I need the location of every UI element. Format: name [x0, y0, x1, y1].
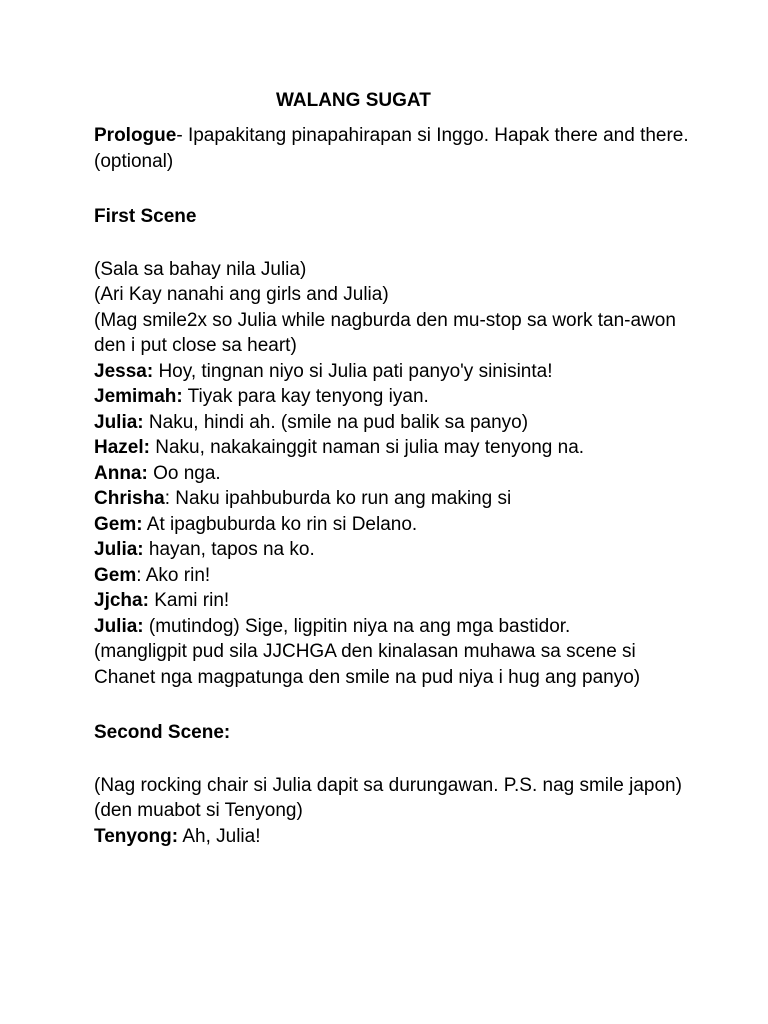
- stage-direction: (Nag rocking chair si Julia dapit sa durungawan. P.S. nag smile japon): [94, 774, 682, 796]
- dialogue-text: : Naku ipahbuburda ko run ang making si: [164, 488, 512, 509]
- dialogue-line: [94, 410, 694, 436]
- dialogue-text: Kami rin!: [148, 590, 230, 611]
- first-scene-heading: First Scene: [94, 206, 197, 227]
- document-title: WALANG SUGAT: [276, 90, 431, 111]
- stage-direction: (Sala sa bahay nila Julia): [94, 258, 307, 280]
- first-scene-body: [94, 257, 694, 691]
- speaker-name: Jjcha:: [94, 590, 149, 611]
- dialogue-line: [94, 486, 694, 512]
- dialogue-text: Naku, hindi ah. (smile na pud balik sa panyo): [143, 411, 529, 433]
- dialogue-text: Naku, nakakainggit naman si julia may tenyong na.: [149, 437, 585, 458]
- speaker-name: Chrisha: [94, 488, 165, 509]
- speaker-name: Gem:: [94, 513, 143, 535]
- stage-direction: (Ari Kay nanahi ang girls and Julia): [94, 284, 389, 305]
- dialogue-text: : Ako rin!: [136, 564, 211, 586]
- stage-direction: (Mag smile2x so Julia while nagburda den mu-stop sa work tan-awon den i put close sa heart): [94, 309, 676, 356]
- speaker-name: Julia:: [94, 615, 144, 637]
- dialogue-text: Ah, Julia!: [178, 825, 261, 847]
- stage-direction: (mangligpit pud sila JJCHGA den kinalasan muhawa sa scene si Chanet nga magpatunga den smile na pud niya i hug ang panyo): [94, 641, 641, 688]
- dialogue-text: Oo nga.: [147, 462, 221, 484]
- dialogue-text: Tiyak para kay tenyong iyan.: [182, 386, 429, 407]
- stage-direction: (den muabot si Tenyong): [94, 800, 303, 821]
- dialogue-line: [94, 384, 694, 410]
- dialogue-text: Hoy, tingnan niyo si Julia pati panyo'y sinisinta!: [153, 360, 553, 382]
- dialogue-text: (mutindog) Sige, ligpitin niya na ang mga bastidor.: [143, 615, 571, 637]
- dialogue-line: [94, 537, 694, 563]
- speaker-name: Jessa:: [94, 360, 154, 382]
- dialogue-line: [94, 461, 694, 487]
- document-page: [94, 88, 694, 849]
- dialogue-line: [94, 435, 694, 461]
- second-scene-heading: Second Scene:: [94, 722, 231, 743]
- speaker-name: Jemimah:: [94, 386, 183, 407]
- dialogue-line: [94, 588, 694, 614]
- prologue: [94, 123, 694, 174]
- dialogue-line: [94, 614, 694, 640]
- dialogue-line: [94, 359, 694, 385]
- speaker-name: Julia:: [94, 411, 144, 433]
- dialogue-text: At ipagbuburda ko rin si Delano.: [142, 513, 418, 535]
- prologue-text: - Ipapakitang pinapahirapan si Inggo. Hapak there and there. (optional): [94, 125, 689, 172]
- prologue-label: Prologue: [94, 125, 177, 146]
- speaker-name: Gem: [94, 564, 137, 586]
- dialogue-line: [94, 512, 694, 538]
- speaker-name: Hazel:: [94, 437, 150, 458]
- speaker-name: Tenyong:: [94, 825, 179, 847]
- speaker-name: Julia:: [94, 539, 144, 560]
- dialogue-line: [94, 824, 694, 850]
- second-scene-body: [94, 773, 694, 850]
- dialogue-text: hayan, tapos na ko.: [143, 539, 315, 560]
- speaker-name: Anna:: [94, 462, 148, 484]
- dialogue-line: [94, 563, 694, 589]
